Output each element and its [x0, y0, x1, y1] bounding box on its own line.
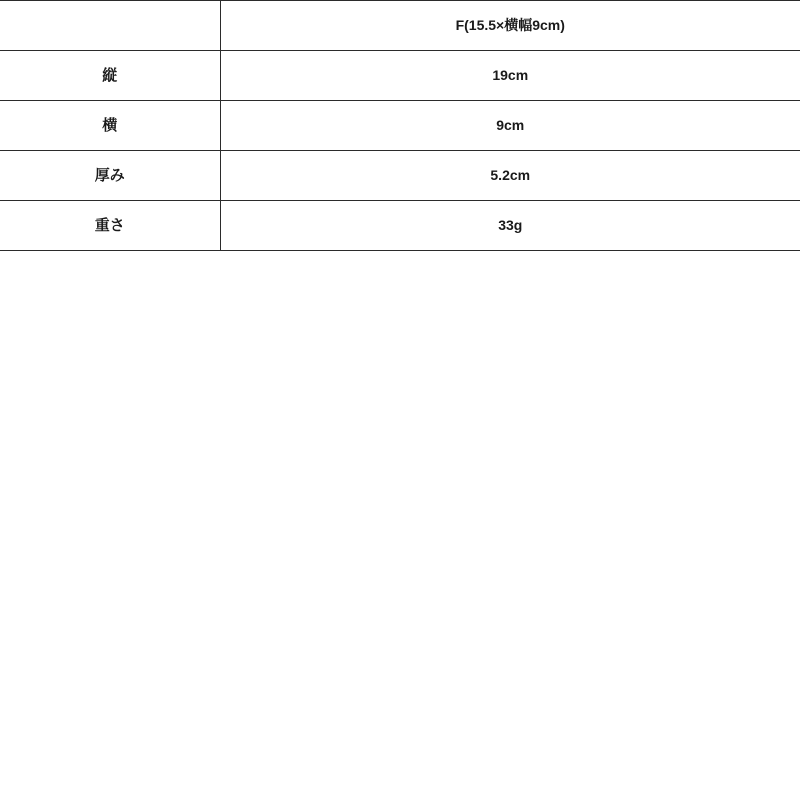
row-value-thickness: 5.2cm: [220, 151, 800, 201]
table-row: [0, 201, 800, 251]
row-value-length: 19cm: [220, 51, 800, 101]
row-label-width: 横: [0, 101, 220, 151]
table-body: [0, 51, 800, 251]
table-row: [0, 101, 800, 151]
row-label-thickness: 厚み: [0, 151, 220, 201]
row-value-weight: 33g: [498, 217, 523, 234]
table-row: [0, 151, 800, 201]
row-label-weight: 重さ: [0, 201, 220, 251]
table-header-row: [0, 1, 800, 51]
table-row: [0, 51, 800, 101]
row-value-width: 9cm: [220, 101, 800, 151]
table-header: [0, 1, 800, 51]
blank-area: [0, 251, 800, 802]
size-table: [0, 0, 800, 251]
row-label-length: 縦: [0, 51, 220, 101]
table-corner-cell: [0, 1, 220, 51]
table-header-size: F(15.5×横幅9cm): [220, 1, 800, 51]
